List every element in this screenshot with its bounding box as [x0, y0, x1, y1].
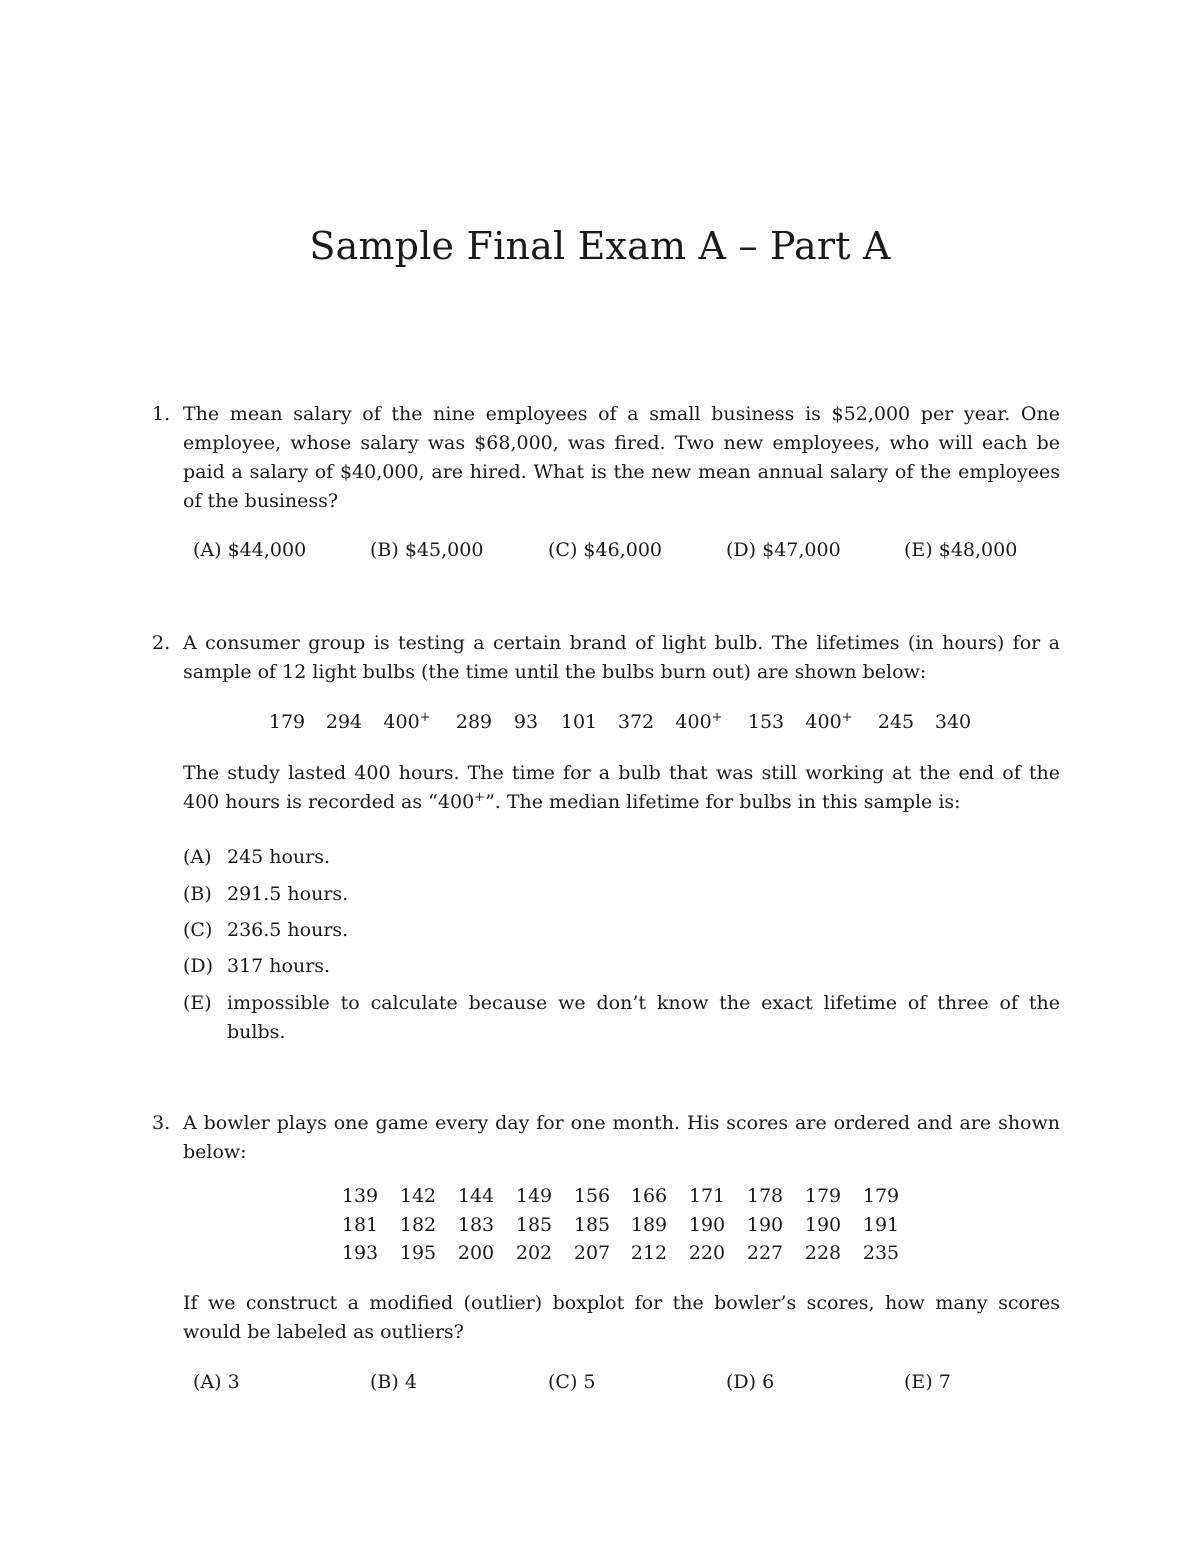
data-value: 340 — [934, 711, 972, 733]
option-text: $47,000 — [762, 539, 841, 561]
score-cell: 185 — [573, 1214, 611, 1236]
option-text: $46,000 — [583, 539, 662, 561]
score-cell: 183 — [457, 1214, 495, 1236]
score-cell: 144 — [457, 1185, 495, 1207]
data-value: 245 — [877, 711, 915, 733]
option-text: 5 — [583, 1371, 596, 1393]
option-text: 7 — [938, 1371, 951, 1393]
option-text: impossible to calculate because we don’t know the exact lifetime of three of the bulbs. — [227, 992, 1060, 1043]
option-e[interactable] — [904, 1367, 951, 1397]
option-a[interactable] — [193, 1367, 240, 1397]
option-e[interactable] — [904, 535, 1017, 565]
option-letter: (C) — [183, 919, 213, 941]
score-cell: 166 — [630, 1185, 668, 1207]
data-value: 179 — [268, 711, 306, 733]
option-text: $44,000 — [227, 539, 307, 561]
score-cell: 212 — [630, 1242, 668, 1264]
option-text: $48,000 — [938, 539, 1018, 561]
question-3-options — [0, 1367, 1200, 1397]
score-cell: 202 — [515, 1242, 553, 1264]
option-b[interactable] — [370, 1367, 417, 1397]
option-letter: (B) — [183, 883, 212, 905]
data-value: 372 — [617, 711, 655, 733]
option-text: 245 hours. — [227, 846, 331, 868]
option-text: $45,000 — [404, 539, 484, 561]
page-title: Sample Final Exam A – Part A — [309, 224, 891, 268]
lifetime-data-row — [0, 707, 1200, 737]
data-value: 400+ — [805, 710, 853, 733]
score-cell: 207 — [573, 1242, 611, 1264]
option-text: 3 — [227, 1371, 240, 1393]
score-cell: 149 — [515, 1185, 553, 1207]
score-cell: 200 — [457, 1242, 495, 1264]
data-value: 153 — [747, 711, 785, 733]
score-cell: 171 — [688, 1185, 726, 1207]
question-2-text: A consumer group is testing a certain brand of light bulb. The lifetimes (in hours) for a sample of 12 light bulbs (the time until the bulbs burn out) are shown below: — [183, 632, 1060, 683]
score-cell: 179 — [862, 1185, 900, 1207]
option-text: 236.5 hours. — [227, 919, 349, 941]
data-value: 93 — [513, 711, 539, 733]
question-2-number: 2. — [152, 632, 171, 654]
score-cell: 182 — [399, 1214, 437, 1236]
data-value: 289 — [455, 711, 493, 733]
data-value: 294 — [325, 711, 363, 733]
score-cell: 139 — [341, 1185, 379, 1207]
option-letter: (E) — [904, 539, 933, 561]
option-d[interactable] — [726, 1367, 774, 1397]
score-cell: 189 — [630, 1214, 668, 1236]
option-letter: (B) — [370, 1371, 399, 1393]
score-cell: 181 — [341, 1214, 379, 1236]
option-text: 6 — [762, 1371, 775, 1393]
score-cell: 193 — [341, 1242, 379, 1264]
option-b[interactable] — [370, 535, 483, 565]
score-cell: 190 — [688, 1214, 726, 1236]
option-text: 4 — [404, 1371, 417, 1393]
data-value: 101 — [560, 711, 598, 733]
option-c[interactable] — [548, 1367, 596, 1397]
score-cell: 178 — [746, 1185, 784, 1207]
score-cell: 156 — [573, 1185, 611, 1207]
option-letter: (E) — [183, 992, 212, 1014]
score-cell: 227 — [746, 1242, 784, 1264]
score-cell: 142 — [399, 1185, 437, 1207]
option-letter: (D) — [726, 1371, 757, 1393]
option-letter: (E) — [904, 1371, 933, 1393]
option-letter: (B) — [370, 539, 399, 561]
option-text: 317 hours. — [227, 955, 331, 977]
score-cell: 220 — [688, 1242, 726, 1264]
option-letter: (A) — [183, 846, 212, 868]
option-c[interactable] — [548, 535, 662, 565]
question-1-text: The mean salary of the nine employees of a small business is $52,000 per year. One employee, whose salary was $68,000, was fired. Two new employees, who will each be paid a salary of $40,000, are hired. What is the new mean annual salary of the employees of the business? — [183, 403, 1060, 512]
option-letter: (A) — [193, 539, 222, 561]
option-letter: (D) — [726, 539, 757, 561]
option-text: 291.5 hours. — [227, 883, 349, 905]
scores-row — [0, 1181, 1200, 1211]
score-cell: 190 — [746, 1214, 784, 1236]
score-cell: 228 — [804, 1242, 842, 1264]
option-a[interactable] — [193, 535, 306, 565]
option-letter: (D) — [183, 955, 214, 977]
score-cell: 195 — [399, 1242, 437, 1264]
score-cell: 235 — [862, 1242, 900, 1264]
scores-row — [0, 1238, 1200, 1268]
option-letter: (C) — [548, 1371, 578, 1393]
scores-row — [0, 1210, 1200, 1240]
score-cell: 185 — [515, 1214, 553, 1236]
option-d[interactable] — [726, 535, 841, 565]
question-3-followup: If we construct a modified (outlier) boxplot for the bowler’s scores, how many scores would be labeled as outliers? — [183, 1292, 1060, 1343]
data-value: 400+ — [675, 710, 723, 733]
question-1-number: 1. — [152, 403, 171, 425]
option-letter: (A) — [193, 1371, 222, 1393]
question-3-number: 3. — [152, 1112, 171, 1134]
score-cell: 191 — [862, 1214, 900, 1236]
question-3-text: A bowler plays one game every day for one month. His scores are ordered and are shown below: — [183, 1112, 1060, 1163]
question-1-options — [0, 535, 1200, 565]
question-2-followup: The study lasted 400 hours. The time for a bulb that was still working at the end of the 400 hours is recorded as “400+”. The median lifetime for bulbs in this sample is: — [183, 762, 1060, 813]
option-letter: (C) — [548, 539, 578, 561]
data-value: 400+ — [383, 710, 431, 733]
score-cell: 179 — [804, 1185, 842, 1207]
score-cell: 190 — [804, 1214, 842, 1236]
